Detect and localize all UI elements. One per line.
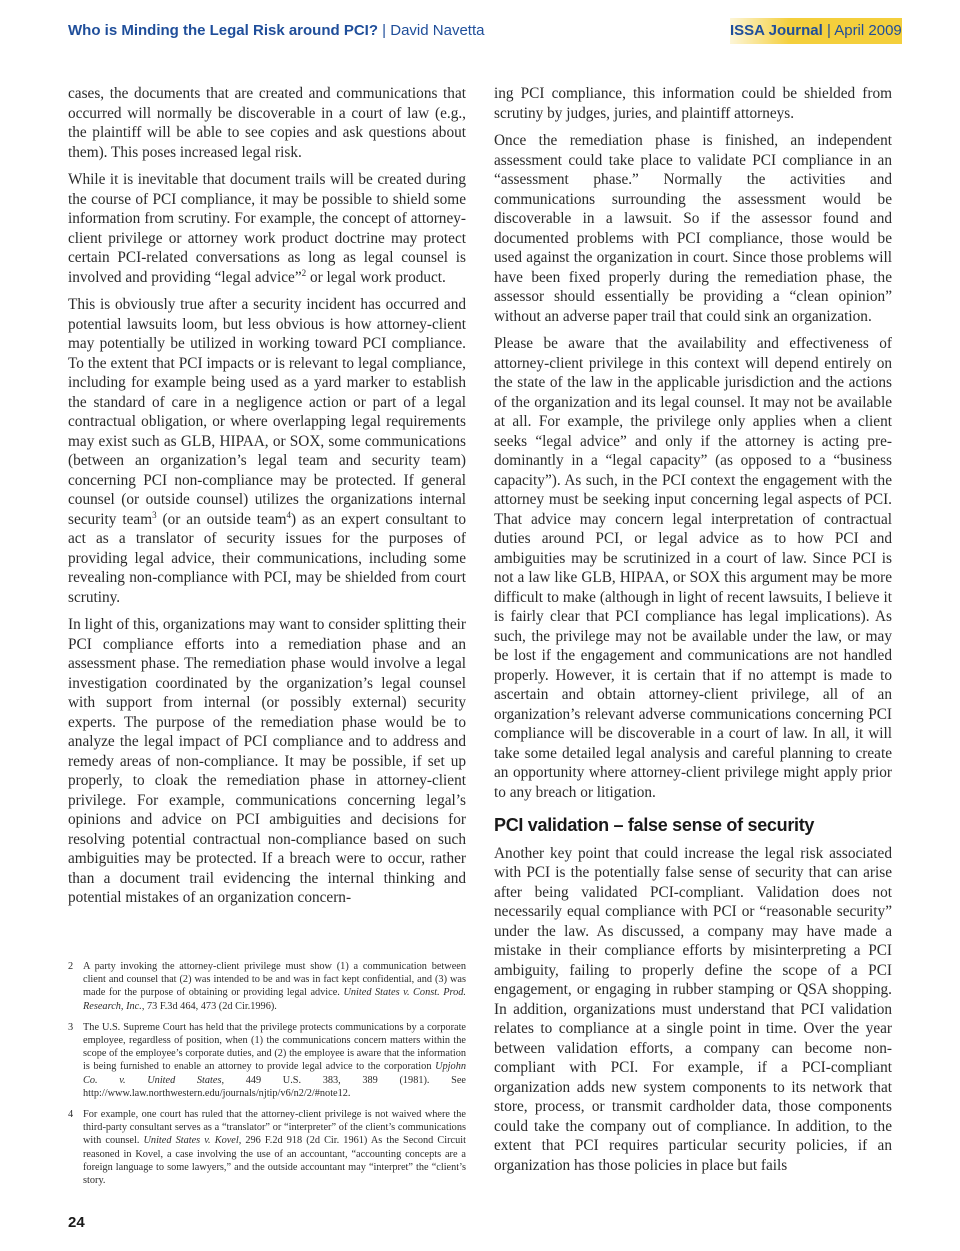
- header-article-title: Who is Minding the Legal Risk around PCI?: [68, 22, 379, 39]
- footnote-ref: 4: [286, 509, 292, 520]
- footnotes: [68, 960, 466, 1195]
- running-header: [60, 18, 902, 44]
- paragraph: cases, the documents that are created and communications that occurred will normally be discoverable in a court of law (e.g., the plaintiff will be able to see copies and ask questions about them). This poses increased legal risk.: [68, 85, 466, 161]
- right-column: [494, 84, 892, 1183]
- footnote-ref: 2: [301, 267, 307, 278]
- paragraph: Once the remediation phase is finished, an independent assessment could take place to validate PCI compliance in an “assessment phase.” Normally the activities and communications surrounding the assessment would be discoverable in a lawsuit. So if the assessor found and documented problems with PCI compliance, those would be used against the organization in court. Since those problems will have been fixed properly during the remediation phase, the assessor should essentially be providing a “clean opinion” without an adverse paper trail that could sink an organization.: [494, 132, 892, 325]
- footnote-number: 2: [68, 961, 74, 972]
- paragraph: While it is inevitable that document trails will be created during the course of PCI compliance, it may be possible to shield some information from scrutiny. For example, the concept of attorney-client privilege or attorney work product doctrine may protect certain PCI-related conversations as long as legal counsel is involved and providing “legal advice”$^2$ or legal work product.: [68, 171, 466, 286]
- case-citation: United States v. Kovel: [143, 1135, 239, 1147]
- header-journal: ISSA Journal: [730, 22, 823, 39]
- case-citation: United States v. Const. Prod. Research, Inc.: [83, 987, 466, 1012]
- header-journal-badge: [730, 18, 902, 44]
- header-author: David Navetta: [390, 22, 485, 39]
- footnote-number: 3: [68, 1021, 74, 1033]
- paragraph: Please be aware that the availability and effectiveness of attorney-client privilege in this context will depend entirely on the state of the law in the applicable jurisdiction and the actions of the organization and its legal counsel. It may not be available at all. For example, the privilege only applies when a client seeks “legal advice” and only if the attorney is acting pre-dominantly in a “legal capacity” (as opposed to a “business capacity”). As such, in the PCI context the engagement with the attorney must be seeking input concerning legal aspects of PCI. That advice may concern legal interpretation of contractual duties around PCI, or legal advice as to how PCI and ambiguities may be scrutinized in a court of law. Since PCI is not a law like GLB, HIPAA, or SOX this argument may be more difficult to make (although in light of recent lawsuits, I believe it is fairly clear that PCI compliance has legal implications). As such, the privilege may not be available under the law, or may be lost if the engagement and communications are not handled properly. However, it is certain that if no attempt is made to ascertain and obtain attorney-client privilege, all of an organization’s relevant adverse communications concerning PCI compliance will be discoverable in a court of law. In all, it will take some detailed legal analysis and careful planning to create an opportunity where attorney-client privilege might apply prior to any breach or litigation.: [494, 335, 892, 801]
- paragraph: ing PCI compliance, this information could be shielded from scrutiny by judges, juries, and plaintiff attorneys.: [494, 85, 892, 122]
- footnote: 3 The U.S. Supreme Court has held that the privilege protects communications by a corporate employee, regardless of position, when (1) the communications concern matters within the scope of the employee’s corporate duties, and (2) the employee is aware that the information is being furnished to enable an attorney to provide legal advice to the corporation Upjohn Co. v. United States, 449 U.S. 383, 389 (1981). See http://www.law.northwestern.edu/journals/njtip/v6/n2/2/#note12.: [68, 1021, 466, 1099]
- header-separator-2: |: [822, 22, 835, 39]
- case-citation: Upjohn Co. v. United States: [83, 1061, 466, 1086]
- header-separator: |: [378, 22, 391, 39]
- header-date: April 2009: [834, 22, 902, 39]
- paragraph: This is obviously true after a security incident has occurred and potential lawsuits loom, but less obvious is how attorney-client may potentially be utilized in working toward PCI compliance. To the extent that PCI impacts or is relevant to legal compliance, including for example being used as a yard marker to establish the standard of care in a negligence action or part of a legal contractual obligation, or where overlapping legal requirements may exist such as GLB, HIPAA, or SOX, some communications (between an organization’s legal team and security team) concerning PCI non-compliance may be protected. If general counsel (or outside counsel) utilizes the organizations internal security team$^3$ (or an outside team$^4$) as an expert consultant to act as a translator of security issues for the purposes of providing legal advice, their communications, including some revealing non-compliance with PCI, may be shielded from court scrutiny.: [68, 296, 466, 606]
- footnote-ref: 3: [152, 509, 157, 520]
- footnote-number: 4: [68, 1109, 74, 1121]
- footnote: 2 A party invoking the attorney-client privilege must show (1) a communication between client and counsel that (2) was intended to be and was in fact kept confidential, and (3) was made for the purpose of obtaining or providing legal advice. United States v. Const. Prod. Research, Inc., 73 F.3d 464, 473 (2d Cir.1996).: [68, 961, 466, 1012]
- section-heading: PCI validation – false sense of security: [494, 815, 815, 835]
- left-column: [68, 84, 466, 916]
- footnote: 4 For example, one court has ruled that the attorney-client privilege is not waived where the third-party consultant serves as a “translator” or “interpreter” of the client’s communications with counsel. United States v. Kovel, 296 F.2d 918 (2d Cir. 1961) As the Second Circuit reasoned in Kovel, a case involving the use of an accountant, “accounting concepts are a foreign language to some lawyers,” and the outside accountant may “interpret” the “client’s story.: [68, 1109, 466, 1187]
- paragraph: In light of this, organizations may want to consider splitting their PCI compliance efforts into a remediation phase and an assessment phase. The remediation phase would involve a legal investigation coordinated by the organization’s legal counsel with support from internal (or possibly external) security experts. The purpose of the remediation phase would be to analyze the legal impact of PCI compliance and to address and remedy areas of non-compliance. It may be possible, if set up properly, to cloak the remediation phase in attorney-client privilege. For example, communications concerning legal’s opinions and advice on PCI ambiguities and decisions for resolving potential contractual non-compliance based on such ambiguities may be protected. If a breach were to occur, rather than a document trail evidencing the internal thinking and potential mistakes of an organization concern-: [68, 616, 466, 906]
- page-number: 24: [68, 1214, 85, 1231]
- header-article-info: [68, 22, 484, 39]
- paragraph: Another key point that could increase the legal risk associated with PCI is the potentially false sense of security that can arise after being validated PCI-compliant. Validation does not necessarily equal compliance with PCI or “reasonable security” under the law. As discussed, a company may have made a mistake in their compliance efforts by misinterpreting a PCI ambiguity, failing to properly define the scope of a PCI engagement, or engaging in rubber stamping or QSA shopping. In addition, organizations must understand that PCI validation relates to compliance at a single point in time. Over the year between validation efforts, a company can become non-compliant with PCI. For example, if a PCI-compliant organization adds new system components to its network that store, process, or transmit cardholder data, those components could take the company out of compliance. In addition, to the extent that PCI requires particular security policies, if an organization has those policies in place but fails: [494, 844, 892, 1174]
